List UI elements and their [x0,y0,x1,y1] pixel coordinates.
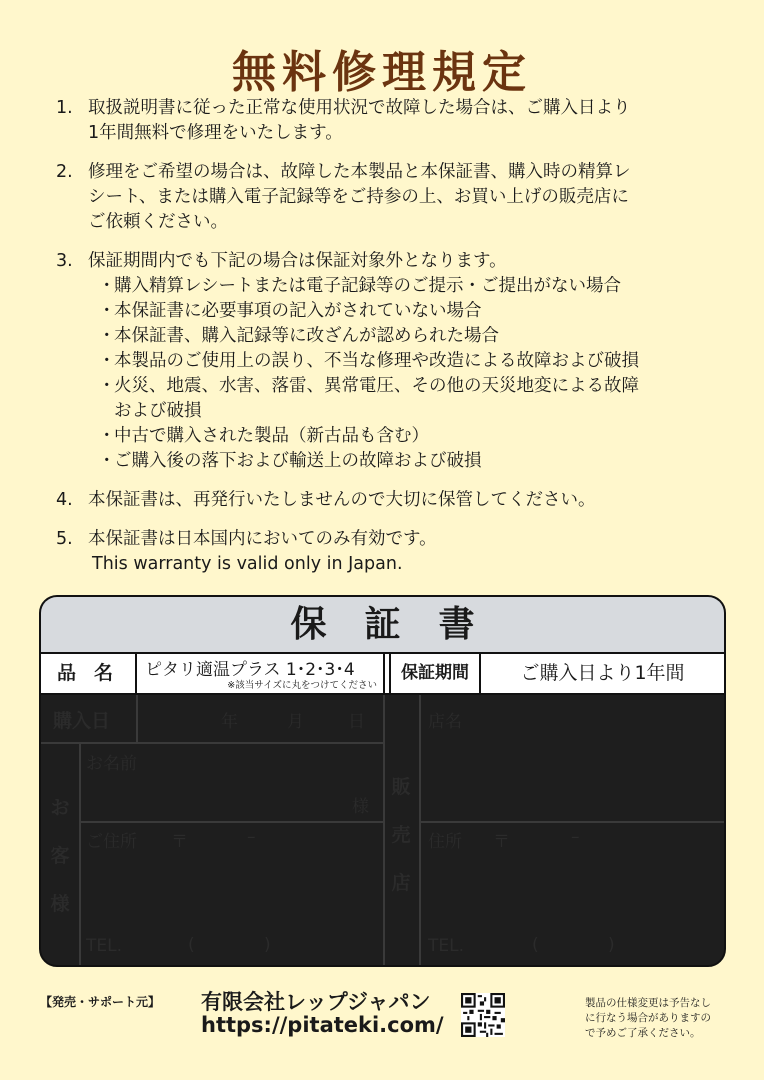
store-tel-paren: ( [532,935,539,955]
customer-label: お [50,797,70,819]
rule-text: 本保証書は日本国内においてのみ有効です。 [88,529,437,549]
rule-text: 本保証書は、再発行いたしませんので大切に保管してください。 [88,490,596,510]
rule-number: 2. [56,162,73,182]
rule-number: 5. [56,529,73,549]
rule-english-text: This warranty is valid only in Japan. [92,554,403,574]
exclusion-item: ・ ご購入後の落下および輸送上の故障および破損 [98,451,482,471]
warranty-card-heading: 保証書 [41,597,724,654]
exclusion-item: ・ 火災、地震、水害、落雷、異常電圧、その他の天災地変による故障 および破損 [98,376,639,421]
repair-rules [56,96,736,591]
rule-4 [56,488,736,513]
divider-line [79,742,81,965]
store-name-label: 店名 [428,712,462,732]
rule-text: 修理をご希望の場合は、故障した本製品と本保証書、購入時の精算レ [88,162,631,182]
rule-5 [56,527,736,577]
customer-address-label: ご住所 [86,832,137,852]
website-link[interactable]: https://pitateki.com/ [201,1013,444,1037]
store-label: 売 [391,824,411,846]
store-postal-dash: – [571,827,580,847]
divider-line [383,695,385,965]
rule-number: 1. [56,98,73,118]
month-label: 月 [287,712,304,732]
product-label: 品名 [41,654,137,693]
divider-line [419,695,421,965]
store-label: 販 [391,776,411,798]
product-row [41,654,724,695]
store-tel-label: TEL. [428,936,465,956]
honorific-label: 様 [352,797,369,817]
customer-label: 様 [50,893,70,915]
rule-number: 4. [56,490,73,510]
store-tel-paren: ) [608,935,615,955]
rule-text: 取扱説明書に従った正常な使用状況で故障した場合は、ご購入日より [88,98,631,118]
store-address-label: 住所 [428,832,462,852]
purchase-date-label: 購入日 [53,710,111,732]
product-note: ※該当サイズに丸をつけてください [227,680,377,691]
exclusion-item: ・ 本保証書、購入記録等に改ざんが認められた場合 [98,326,499,346]
store-label: 店 [391,872,411,894]
year-label: 年 [221,712,238,732]
customer-tel-label: TEL. [86,936,123,956]
day-label: 日 [348,712,365,732]
warranty-period-value: ご購入日より1年間 [520,662,685,684]
exclusion-item: ・ 購入精算レシートまたは電子記録等のご提示・ご提出がない場合 [98,276,622,296]
exclusion-item: ・ 本製品のご使用上の誤り、不当な修理や改造による故障および破損 [98,351,639,371]
exclusion-item: ・ 本保証書に必要事項の記入がされていない場合 [98,301,482,321]
divider-line [41,742,385,744]
warranty-period-label: 保証期間 [391,654,481,693]
rule-number: 3. [56,251,73,271]
store-postal-mark: 〒 [493,832,510,852]
company-name: 有限会社レップジャパン [201,990,431,1014]
divider-line [421,821,724,823]
warranty-card [39,595,726,967]
rule-2 [56,160,736,235]
customer-label: 客 [50,845,70,867]
product-name: ピタリ適温プラス 1･2･3･4 [145,660,355,680]
rule-text: 1年間無料で修理をいたします。 [88,123,343,143]
seller-label: 【発売・サポート元】 [40,995,161,1009]
exclusion-list [88,274,736,474]
spec-change-disclaimer: 製品の仕様変更は予告なし に行なう場合がありますの で予めご了承ください。 [585,997,711,1039]
page-title: 無料修理規定 [232,47,532,98]
postal-mark: 〒 [171,832,188,852]
divider-line [79,821,384,823]
customer-tel-paren: ( [188,935,195,955]
rule-text: 保証期間内でも下記の場合は保証対象外となります。 [88,251,507,271]
product-name-cell [137,654,385,693]
rule-text: シート、または購入電子記録等をご持参の上、お買い上げの販売店に [88,187,629,207]
exclusion-item: ・ 中古で購入された製品（新古品も含む） [98,426,429,446]
qr-code-icon[interactable] [461,993,505,1037]
divider-line [136,695,138,742]
customer-name-label: お名前 [86,754,137,774]
rule-text: ご依頼ください。 [88,212,228,232]
rule-3 [56,249,736,474]
postal-dash: – [247,827,256,847]
rule-1 [56,96,736,146]
customer-tel-paren: ) [264,935,271,955]
